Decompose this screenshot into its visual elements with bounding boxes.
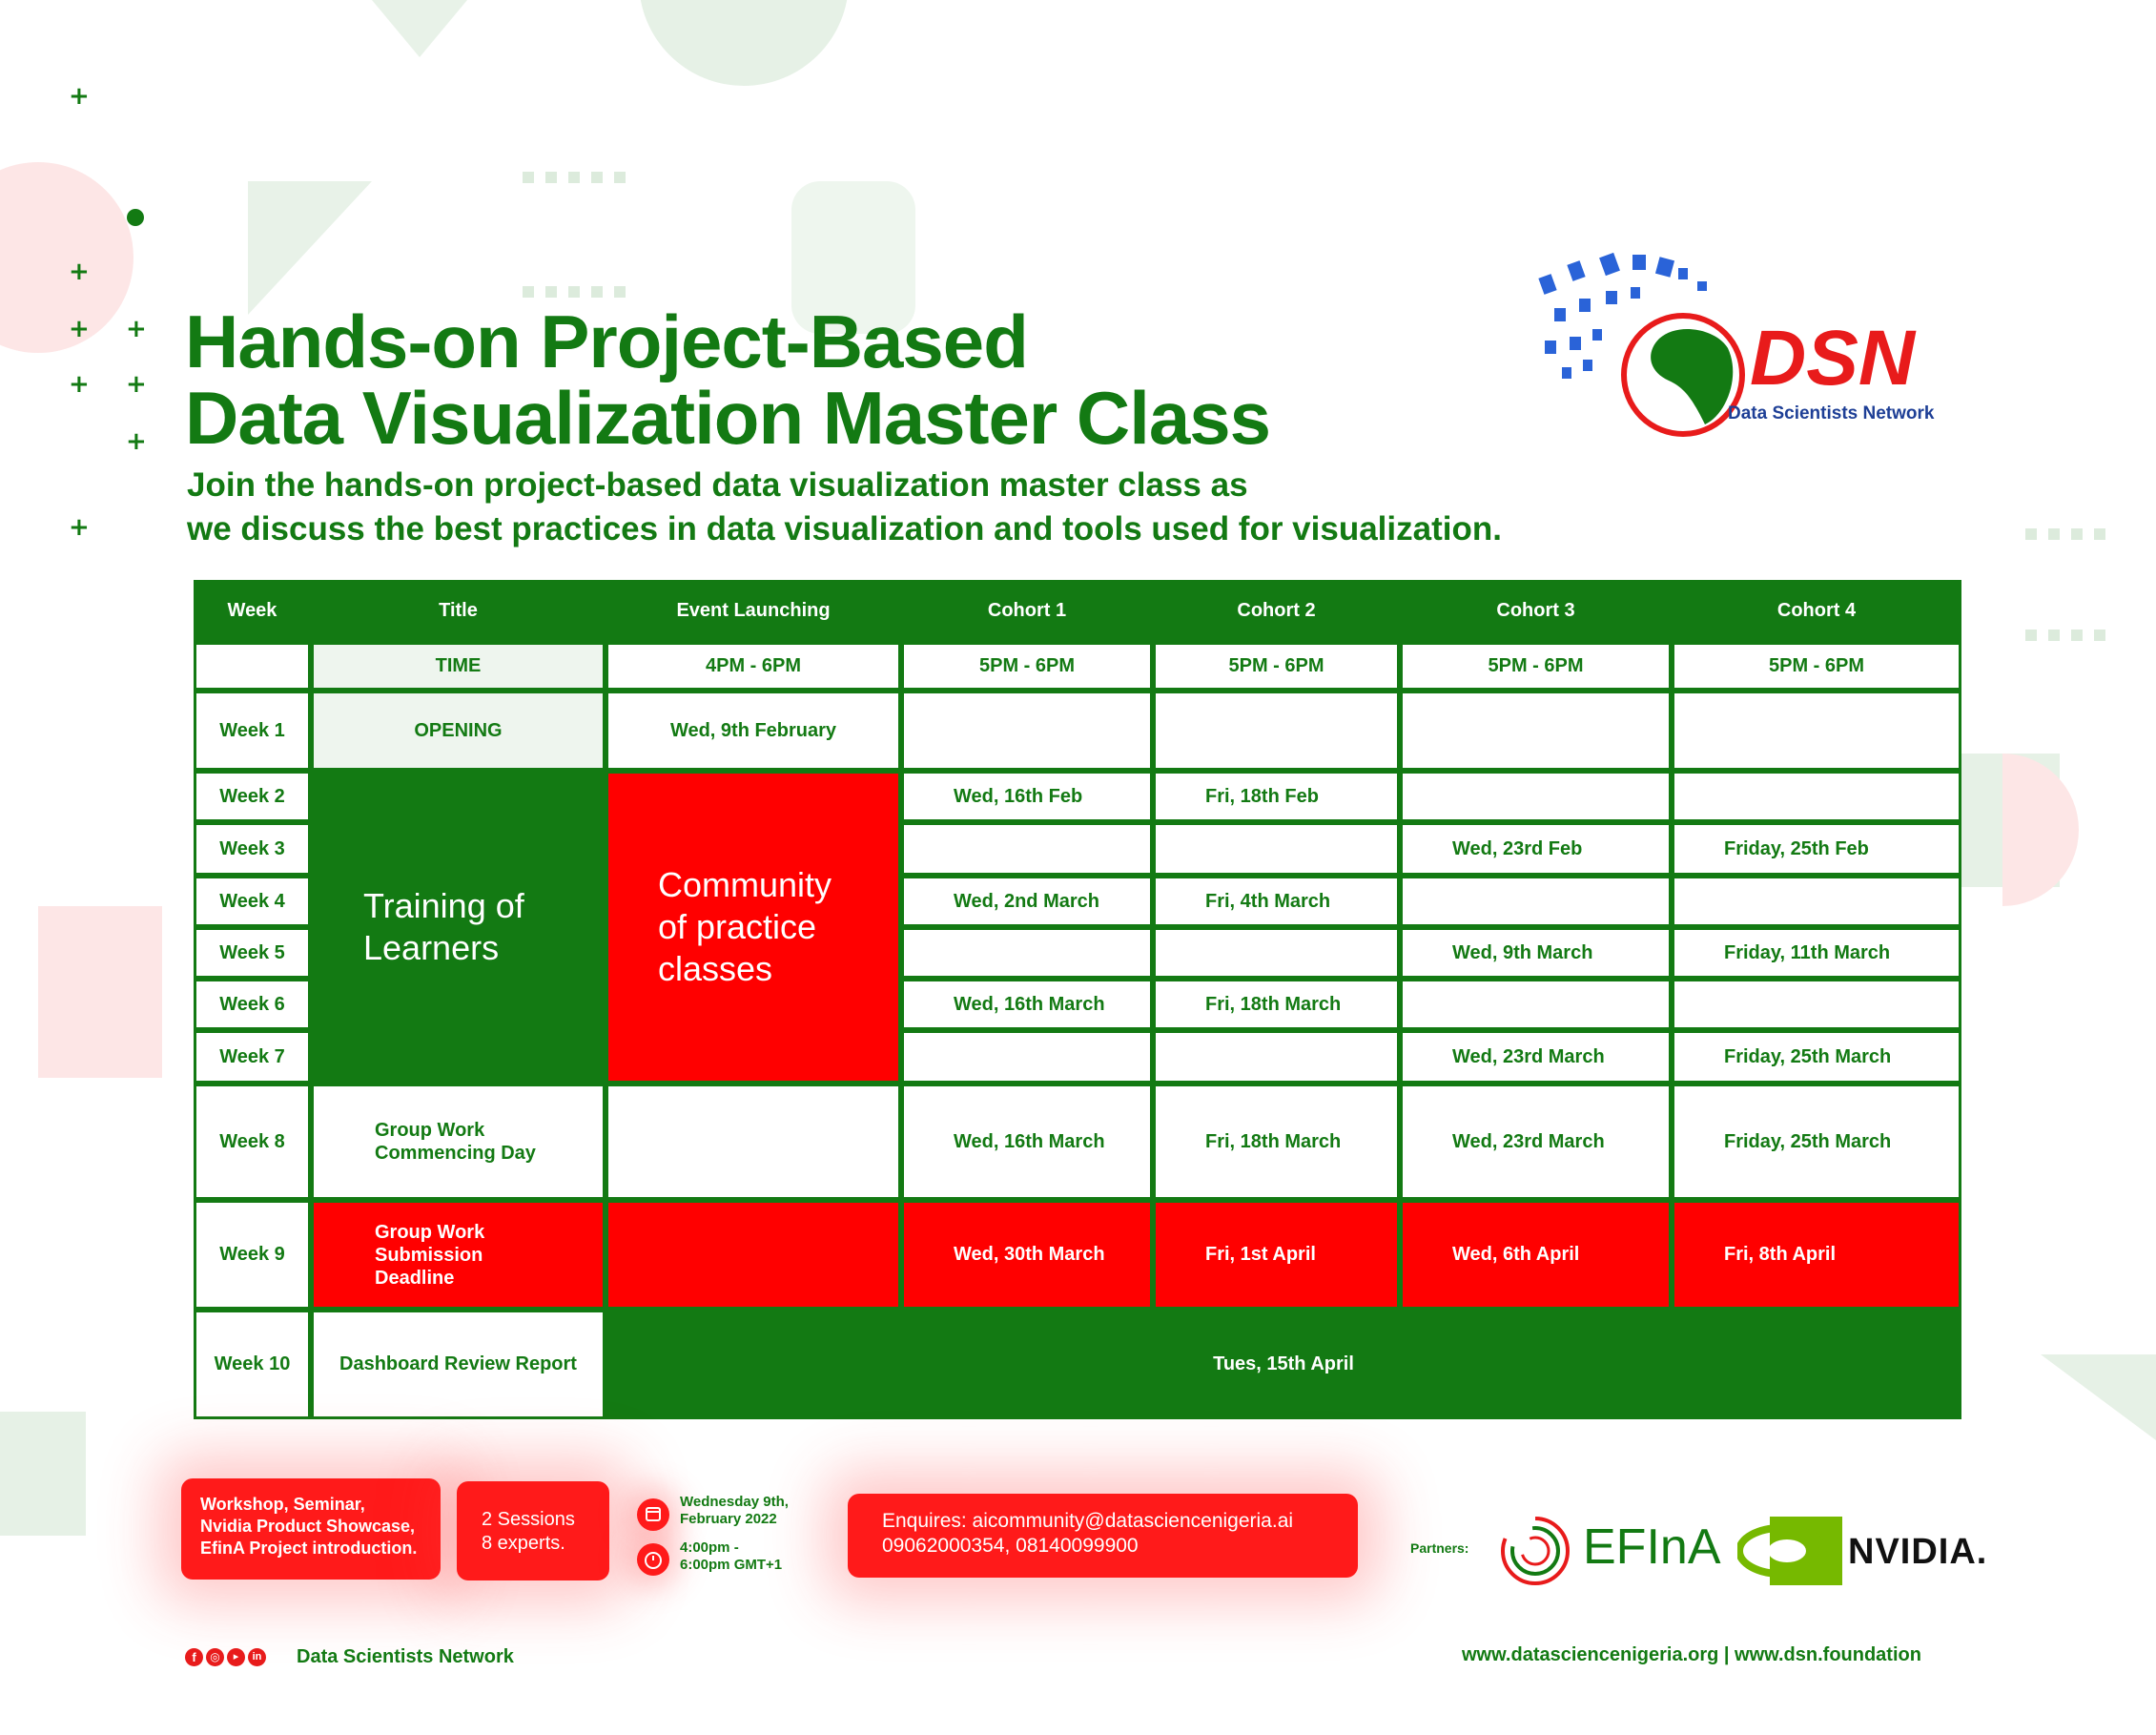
- footer-org-name: Data Scientists Network: [297, 1646, 514, 1667]
- cohort-date: Wed, 23rd March: [1400, 1030, 1672, 1084]
- header-cohort-3: Cohort 3: [1400, 580, 1672, 642]
- empty-cell: [1400, 691, 1672, 771]
- cohort-date: Friday, 11th March: [1672, 927, 1961, 979]
- efina-logo: [1495, 1509, 1724, 1589]
- workshop-line: Workshop, Seminar,: [200, 1495, 365, 1514]
- cohort-date: [901, 822, 1153, 876]
- cohort-deadline-date: Fri, 8th April: [1672, 1200, 1961, 1310]
- title-group-work-deadline: Group Work Submission Deadline: [311, 1200, 606, 1310]
- empty-cell: [606, 1200, 901, 1310]
- instagram-icon[interactable]: ◎: [206, 1648, 224, 1666]
- title-line-1: Hands-on Project-Based: [185, 299, 1028, 383]
- week-label: Week 4: [194, 876, 311, 927]
- logo-tagline: Data Scientists Network: [1728, 403, 1935, 423]
- nvidia-logo: [1737, 1517, 1995, 1585]
- header-cohort-1: Cohort 1: [901, 580, 1153, 642]
- sessions-count: 2 Sessions: [482, 1509, 575, 1530]
- partners-label: Partners:: [1410, 1540, 1469, 1556]
- empty-cell: [1672, 691, 1961, 771]
- cohort-date: [1153, 927, 1400, 979]
- cohort-date: [901, 927, 1153, 979]
- week-label: Week 9: [194, 1200, 311, 1310]
- cohort-date: [1153, 822, 1400, 876]
- cohort-date: Wed, 16th Feb: [901, 771, 1153, 822]
- plus-icon: +: [126, 427, 147, 456]
- time-line: 4:00pm -: [680, 1539, 739, 1556]
- event-date: [680, 1494, 789, 1528]
- empty-cell: [1153, 691, 1400, 771]
- cohort-date: Wed, 23rd March: [1400, 1084, 1672, 1200]
- cohort-date: Fri, 18th Feb: [1153, 771, 1400, 822]
- cohort-date: Fri, 4th March: [1153, 876, 1400, 927]
- event-community-of-practice: Community of practice classes: [606, 771, 901, 1084]
- date-line: Wednesday 9th,: [680, 1494, 789, 1510]
- date-line: February 2022: [680, 1511, 777, 1527]
- workshop-line: Nvidia Product Showcase,: [200, 1517, 416, 1536]
- time-cell: TIME: [311, 642, 606, 691]
- efina-name: EFInA: [1583, 1519, 1721, 1575]
- cohort-date: [1400, 771, 1672, 822]
- cohort-date: [901, 1030, 1153, 1084]
- cohort-date: [1153, 1030, 1400, 1084]
- cohort-date: Fri, 18th March: [1153, 979, 1400, 1030]
- efina-swirl-icon: [1495, 1509, 1575, 1589]
- schedule-table: [194, 580, 1961, 1419]
- enquiries-box: [848, 1494, 1358, 1578]
- workshop-info-box: [181, 1478, 441, 1580]
- week-label: Week 10: [194, 1310, 311, 1419]
- nvidia-eye-icon: [1737, 1517, 1842, 1585]
- twitter-icon[interactable]: ▸: [227, 1648, 245, 1666]
- linkedin-icon[interactable]: in: [248, 1648, 266, 1666]
- cohort-date: Friday, 25th Feb: [1672, 822, 1961, 876]
- title-training-of-learners: Training of Learners: [311, 771, 606, 1084]
- calendar-icon: [637, 1498, 669, 1531]
- title-line-2: Data Visualization Master Class: [185, 376, 1271, 460]
- event-opening-date: Wed, 9th February: [606, 691, 901, 771]
- logo-name: DSN: [1750, 315, 1916, 402]
- plus-icon: +: [126, 315, 147, 343]
- cohort-date: [1400, 876, 1672, 927]
- cohort-date: [1672, 771, 1961, 822]
- plus-icon: +: [69, 370, 90, 399]
- header-week: Week: [194, 580, 311, 642]
- week-label: Week 7: [194, 1030, 311, 1084]
- header-event-launching: Event Launching: [606, 580, 901, 642]
- time-cell: 4PM - 6PM: [606, 642, 901, 691]
- title-group-work-commencing: Group Work Commencing Day: [311, 1084, 606, 1200]
- week-label: Week 8: [194, 1084, 311, 1200]
- cohort-date: Fri, 18th March: [1153, 1084, 1400, 1200]
- page-subtitle: [187, 464, 1502, 551]
- plus-icon: +: [126, 370, 147, 399]
- cohort-date: Friday, 25th March: [1672, 1084, 1961, 1200]
- cohort-date: Wed, 9th March: [1400, 927, 1672, 979]
- cohort-date: Friday, 25th March: [1672, 1030, 1961, 1084]
- time-cell: [194, 642, 311, 691]
- enquiries-email: Enquires: aicommunity@datasciencenigeria.ai: [882, 1510, 1294, 1532]
- page-title: [185, 299, 1271, 460]
- cohort-date: Wed, 23rd Feb: [1400, 822, 1672, 876]
- workshop-line: EfinA Project introduction.: [200, 1539, 418, 1558]
- week-label: Week 5: [194, 927, 311, 979]
- dsn-logo: [1526, 234, 1945, 453]
- cohort-deadline-date: Fri, 1st April: [1153, 1200, 1400, 1310]
- clock-icon: [637, 1543, 669, 1576]
- week-label: Week 1: [194, 691, 311, 771]
- cohort-deadline-date: Wed, 30th March: [901, 1200, 1153, 1310]
- sessions-box: [457, 1481, 609, 1580]
- cohort-deadline-date: Wed, 6th April: [1400, 1200, 1672, 1310]
- experts-count: 8 experts.: [482, 1533, 565, 1554]
- week-label: Week 6: [194, 979, 311, 1030]
- event-time: [680, 1539, 782, 1574]
- subtitle-line-2: we discuss the best practices in data visualization and tools used for visualization.: [187, 510, 1502, 547]
- subtitle-line-1: Join the hands-on project-based data visualization master class as: [187, 466, 1248, 504]
- cohort-date: Wed, 16th March: [901, 1084, 1153, 1200]
- cohort-date: Wed, 16th March: [901, 979, 1153, 1030]
- empty-cell: [901, 691, 1153, 771]
- plus-icon: +: [69, 513, 90, 542]
- header-cohort-4: Cohort 4: [1672, 580, 1961, 642]
- enquiries-phones: 09062000354, 08140099900: [882, 1535, 1139, 1557]
- nvidia-name: NVIDIA.: [1848, 1532, 1988, 1572]
- time-cell: 5PM - 6PM: [1672, 642, 1961, 691]
- header-title: Title: [311, 580, 606, 642]
- cohort-date: [1400, 979, 1672, 1030]
- title-dashboard-review: Dashboard Review Report: [311, 1310, 606, 1419]
- title-opening: OPENING: [311, 691, 606, 771]
- cohort-date: [1672, 876, 1961, 927]
- time-cell: 5PM - 6PM: [901, 642, 1153, 691]
- footer-websites[interactable]: www.datasciencenigeria.org | www.dsn.foundation: [1462, 1644, 1921, 1665]
- header-cohort-2: Cohort 2: [1153, 580, 1400, 642]
- final-review-date: Tues, 15th April: [606, 1310, 1961, 1419]
- plus-icon: +: [69, 258, 90, 286]
- cohort-date: Wed, 2nd March: [901, 876, 1153, 927]
- plus-icon: +: [69, 315, 90, 343]
- empty-cell: [606, 1084, 901, 1200]
- week-label: Week 3: [194, 822, 311, 876]
- time-cell: 5PM - 6PM: [1153, 642, 1400, 691]
- time-cell: 5PM - 6PM: [1400, 642, 1672, 691]
- time-line: 6:00pm GMT+1: [680, 1557, 783, 1573]
- week-label: Week 2: [194, 771, 311, 822]
- cohort-date: [1672, 979, 1961, 1030]
- facebook-icon[interactable]: f: [185, 1648, 203, 1666]
- plus-icon: +: [69, 82, 90, 111]
